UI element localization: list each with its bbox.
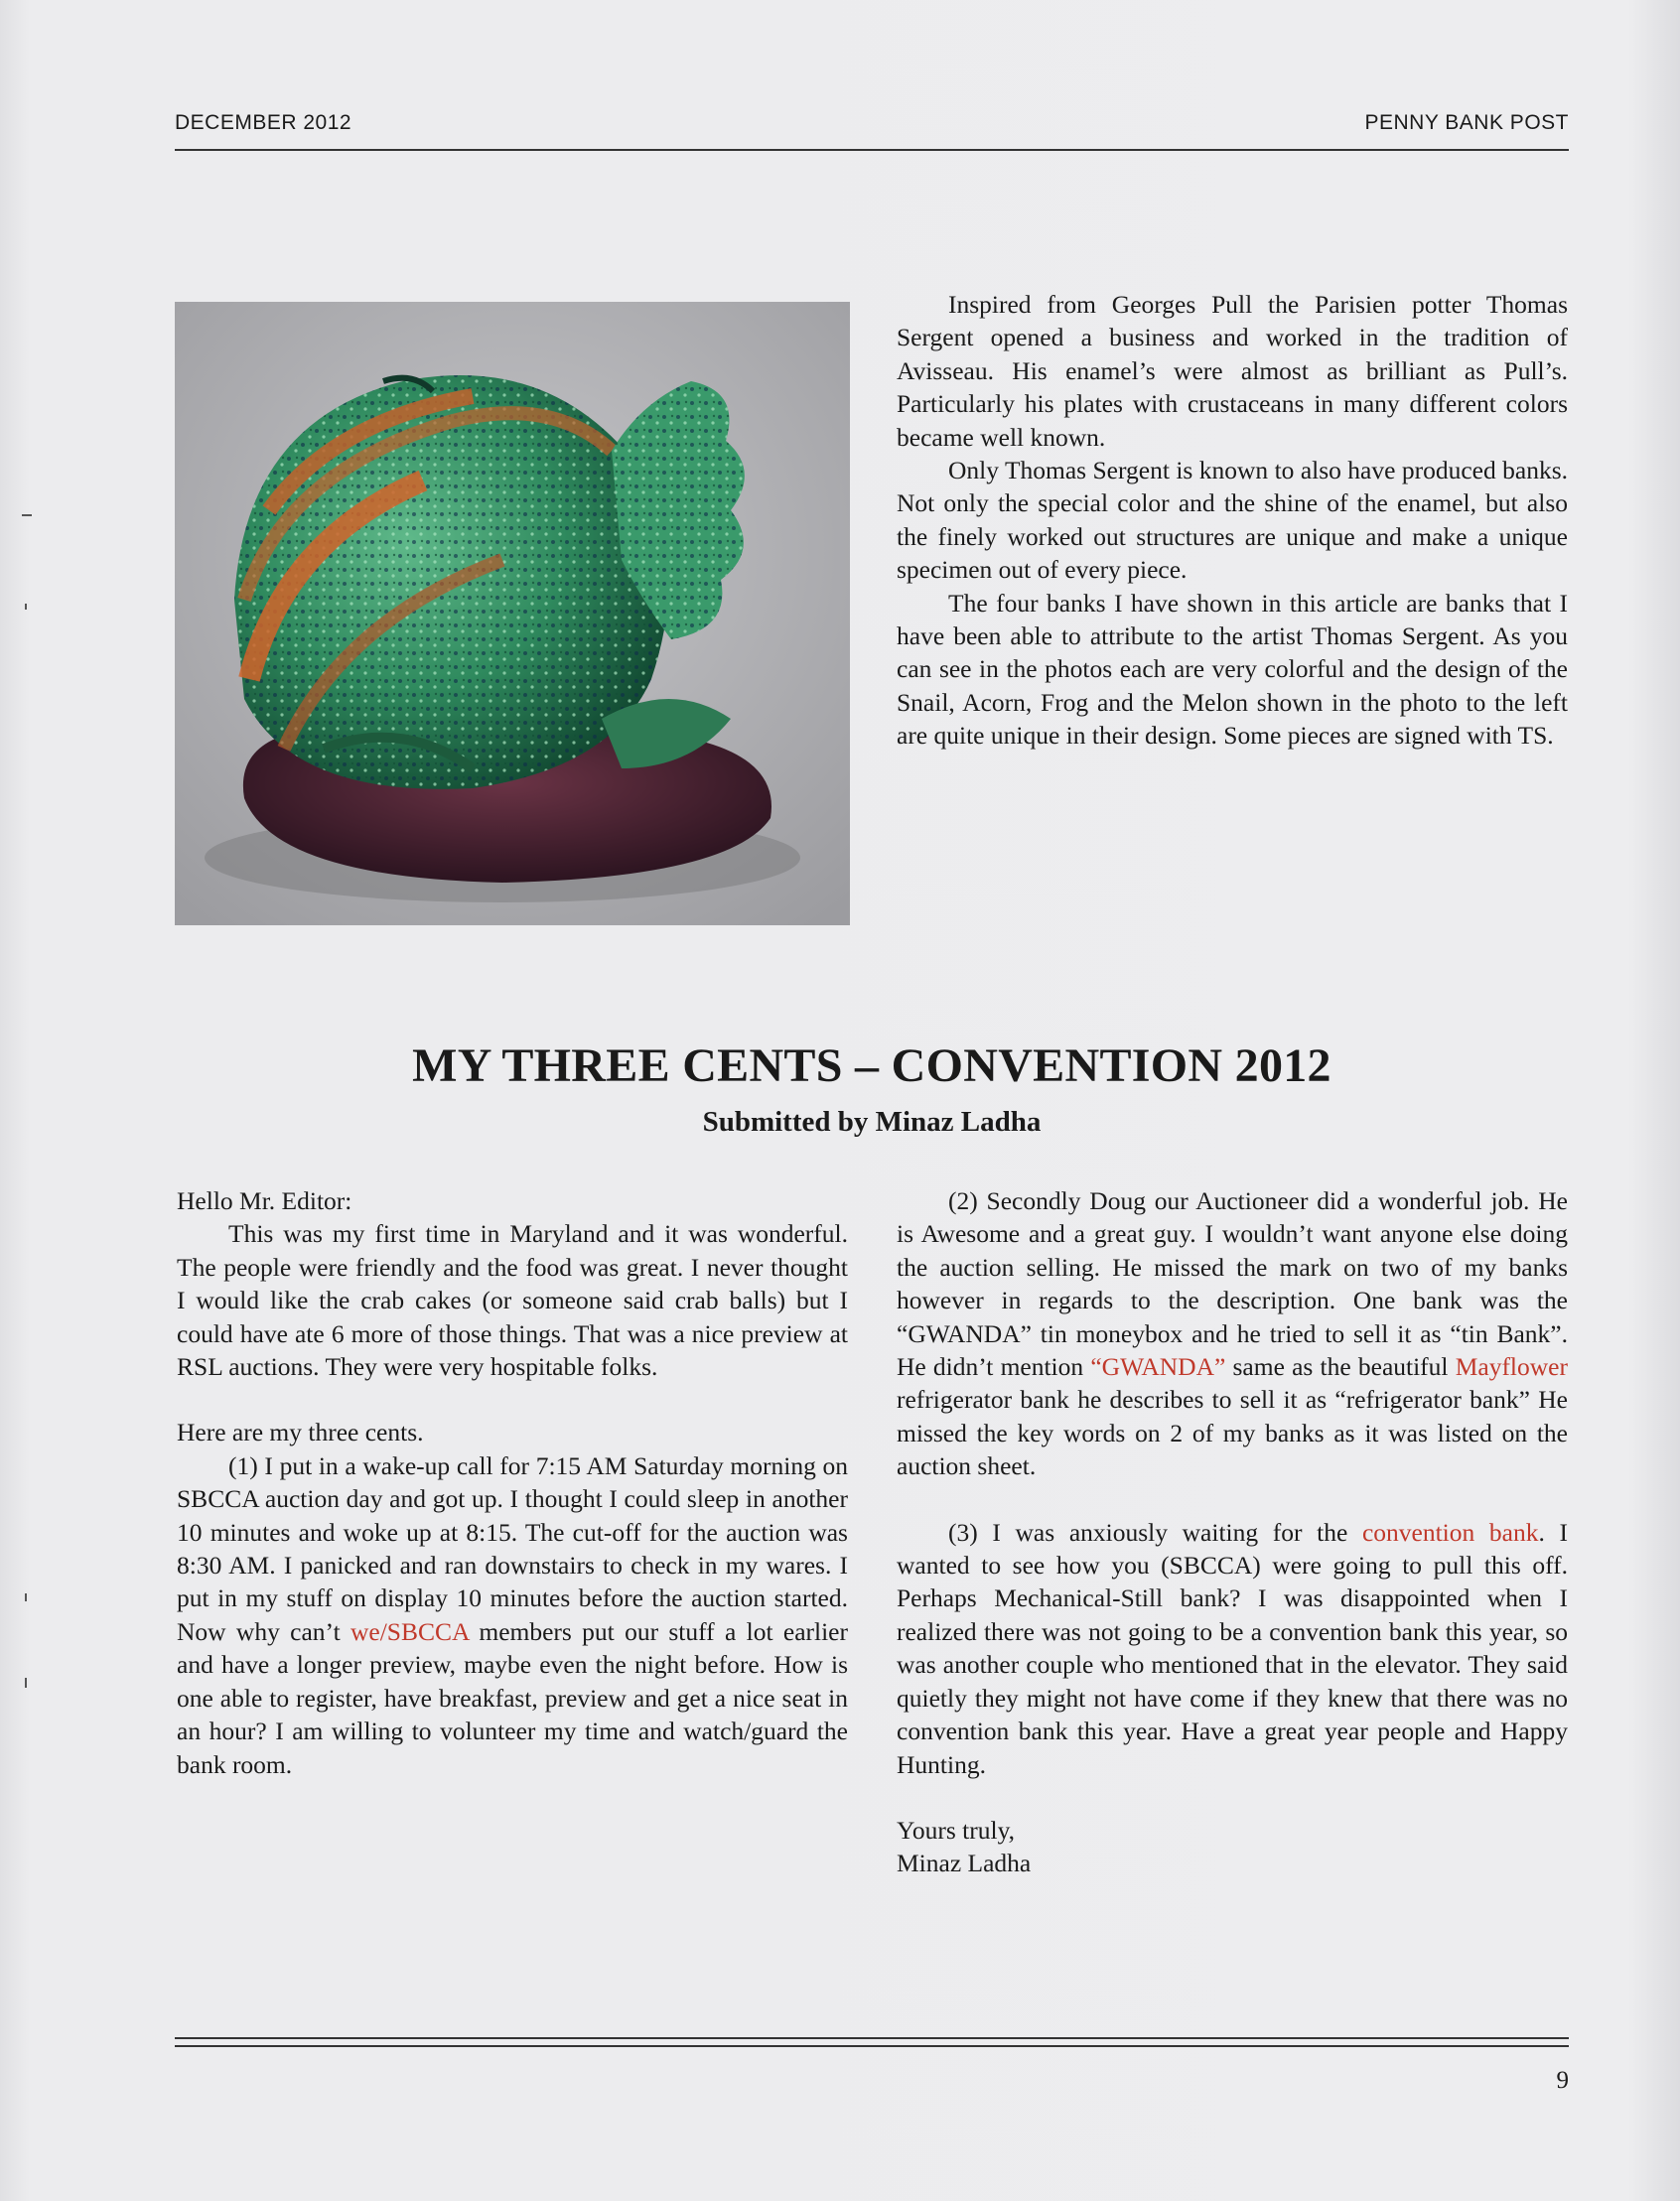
body-text: same as the beautiful [1225, 1352, 1456, 1382]
page-number: 9 [1556, 2067, 1569, 2094]
header-rule [175, 149, 1569, 151]
signature: Minaz Ladha [897, 1849, 1032, 1878]
body-paragraph [897, 1184, 1568, 1483]
highlight-convention-bank: convention bank [1361, 1517, 1539, 1547]
three-cents-line: Here are my three cents. [177, 1418, 424, 1447]
article-title: MY THREE CENTS – CONVENTION 2012 [412, 1039, 1331, 1092]
salutation: Hello Mr. Editor: [177, 1186, 352, 1215]
margin-mark [25, 1593, 27, 1601]
melon-bank-illustration [175, 302, 850, 925]
body-paragraph: This was my first time in Maryland and it was wonderful. The people were friendly and the food was great. I never thought I would like the crab cakes (or someone said crab balls) but I could have ate 6 more of those things. That was a nice preview at RSL auctions. They were very hospitable folks. [177, 1219, 848, 1382]
running-header [175, 111, 1569, 151]
body-text: refrigerator bank he describes to sell it as “refrigerator bank” He missed the key words on 2 of my banks as it was listed on the auction sheet. [897, 1385, 1568, 1481]
margin-mark [22, 514, 32, 516]
highlight-gwanda: “GWANDA” [1090, 1352, 1226, 1382]
paragraph-gap [897, 1781, 1568, 1814]
highlight-mayflower: Mayflower [1455, 1352, 1568, 1382]
footer-rule [175, 2037, 1569, 2039]
margin-mark [25, 1678, 27, 1688]
body-text: (3) I was anxiously waiting for the [948, 1517, 1362, 1547]
body-paragraph [177, 1449, 848, 1781]
issue-date: DECEMBER 2012 [175, 111, 352, 134]
article-byline: Submitted by Minaz Ladha [702, 1106, 1042, 1138]
body-text: . I wanted to see how you (SBCCA) were going to pull this off. Perhaps Mechanical-Still bank? I was disappointed when I realized there was not going to be a convention bank this year, so was another couple who mentioned that in the elevator. They said quietly they might not have come if they knew that there was no convention bank this year. Have a great year people and Happy Hunting. [897, 1517, 1568, 1779]
highlight-we-sbcca: we/SBCCA [350, 1616, 470, 1646]
intro-text-column [897, 288, 1568, 753]
margin-mark [25, 604, 27, 610]
intro-paragraph: Only Thomas Sergent is known to also have produced banks. Not only the special color and the shine of the enamel, but also the finely worked out structures are unique and make a unique specimen out of every piece. [897, 456, 1568, 585]
body-text: members put our stuff a lot earlier and have a longer preview, maybe even the night before. How is one able to register, have breakfast, preview and get a nice seat in an hour? I am willing to volunteer my time and watch/guard the bank room. [177, 1616, 848, 1779]
article-right-column [897, 1184, 1568, 1880]
paragraph-gap [897, 1483, 1568, 1516]
intro-paragraph: Inspired from Georges Pull the Parisien potter Thomas Sergent opened a business and worked in the tradition of Avisseau. His enamel’s were almost as brilliant as Pull’s. Particularly his plates with crustaceans in many different colors became well known. [897, 290, 1568, 452]
publication-name: PENNY BANK POST [1364, 111, 1569, 134]
body-text: (2) Secondly Doug our Auctioneer did a wonderful job. He is Awesome and a great guy. I wouldn’t want anyone else doing the auction selling. He missed the mark on two of my banks however in regards to the description. One bank was the “GWANDA” tin moneybox and he tried to sell it as “tin Bank”. He didn’t mention [897, 1186, 1568, 1382]
body-text: (1) I put in a wake-up call for 7:15 AM Saturday morning on SBCCA auction day and got up. I thought I could sleep in another 10 minutes and woke up at 8:15. The cut-off for the auction was 8:30 AM. I panicked and ran downstairs to check in my wares. I put in my stuff on display 10 minutes before the auction started. Now why can’t [177, 1450, 848, 1646]
closing: Yours truly, [897, 1815, 1016, 1845]
melon-bank-photo [175, 302, 850, 925]
article-left-column [177, 1184, 848, 1781]
footer-rule [175, 2045, 1569, 2047]
body-paragraph [897, 1516, 1568, 1781]
paragraph-gap [177, 1383, 848, 1416]
intro-paragraph: The four banks I have shown in this article are banks that I have been able to attribute to the artist Thomas Sergent. As you can see in the photos each are very colorful and the design of the Snail, Acorn, Frog and the Melon shown in the photo to the left are quite unique in their design. Some pieces are signed with TS. [897, 588, 1568, 751]
